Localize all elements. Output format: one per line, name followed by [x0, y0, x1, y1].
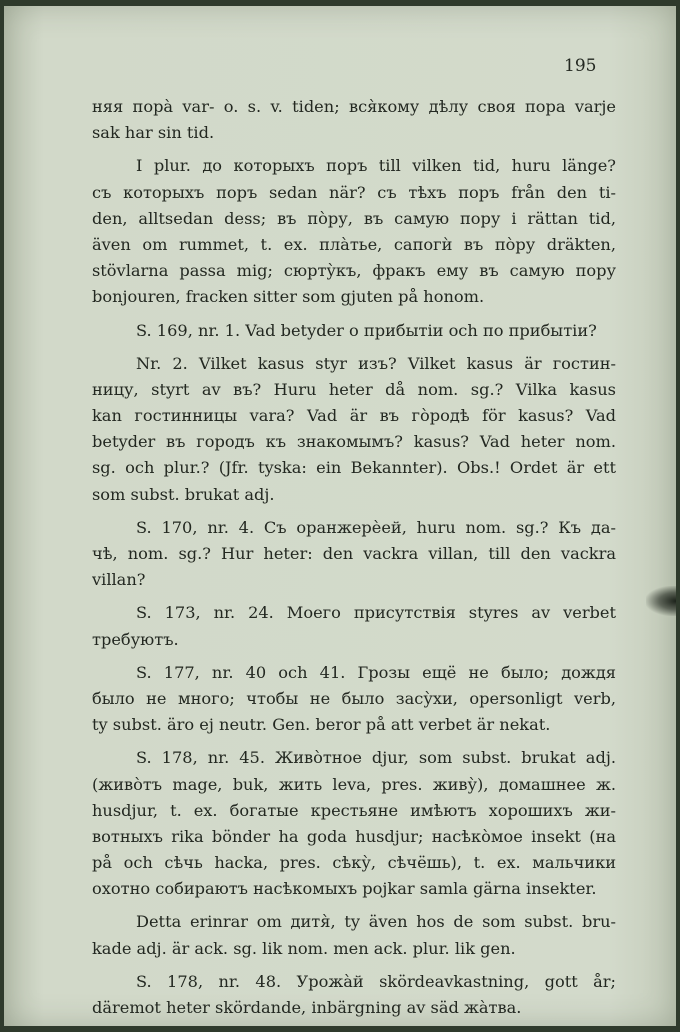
text-line: S. 178, nr. 48. Урожа̀й skördeavkastning, gott år; — [136, 971, 616, 991]
text-line: ty subst. äro ej neutr. Gen. beror på att verbet är nekat. — [92, 715, 551, 735]
text-line: på och сѣчь hacka, pres. сѣку̀, сѣчёшь), t. ex. мальчики — [92, 853, 616, 873]
paragraph — [92, 600, 616, 652]
page-number: 195 — [564, 56, 597, 76]
text-line: sak har sin tid. — [92, 123, 215, 143]
text-line: S. 173, nr. 24. Моего присутствія styres av verbet — [136, 603, 616, 623]
text-line: S. 169, nr. 1. Vad betyder о прибытіи och по прибытіи? — [136, 320, 597, 340]
body-text — [92, 94, 616, 1021]
text-line: husdjur, t. ex. богатые крестьяне имѣютъ хорошихъ жи- — [92, 800, 616, 820]
paragraph — [92, 94, 616, 146]
text-line: kade adj. är ack. sg. lik nom. men ack. plur. lik gen. — [92, 938, 516, 958]
text-line: было не много; чтобы не было засу̀хи, opersonligt verb, — [92, 688, 616, 708]
paragraph — [92, 745, 616, 902]
paragraph — [92, 969, 616, 1021]
paragraph — [92, 515, 616, 594]
text-line: требуютъ. — [92, 629, 179, 649]
text-line: Nr. 2. Vilket kasus styr изъ? Vilket kasus är гостин- — [136, 353, 616, 373]
text-line: kan гостинницы vara? Vad är въ го̀родѣ för kasus? Vad — [92, 406, 616, 426]
paragraph — [92, 660, 616, 739]
text-line: däremot heter skördande, inbärgning av säd жа̀тва. — [92, 998, 522, 1017]
text-line: S. 170, nr. 4. Съ оранжерѐей, huru nom. sg.? Къ да- — [136, 517, 616, 537]
text-line: (живо̀тъ mage, buk, жить leva, pres. живу̀), домашнее ж. — [92, 774, 616, 794]
text-line: betyder въ городъ къ знакомымъ? kasus? Vad heter nom. — [92, 432, 616, 452]
book-page — [4, 6, 676, 1026]
text-line: охотно собираютъ насѣкомыхъ pojkar samla gärna insekter. — [92, 879, 597, 899]
text-line: som subst. brukat adj. — [92, 484, 275, 504]
text-line: stövlarna passa mig; сюрту̀къ, фракъ ему въ самую пору — [92, 261, 616, 281]
text-line: villan? — [92, 570, 146, 590]
paragraph — [92, 318, 616, 344]
text-line: den, alltsedan dess; въ по̀ру, въ самую пору i rättan tid, — [92, 208, 616, 228]
text-line: чѣ, nom. sg.? Hur heter: den vackra villan, till den vackra — [92, 544, 616, 563]
text-line: вотныхъ rika bönder ha goda husdjur; насѣко̀мое insekt (на — [92, 826, 616, 846]
text-line: S. 177, nr. 40 och 41. Грозы ещё не было; дождя — [136, 662, 616, 682]
text-line: съ которыхъ поръ sedan när? съ тѣхъ поръ från den ti- — [92, 182, 616, 202]
text-line: bonjouren, fracken sitter som gjuten på honom. — [92, 287, 485, 307]
text-line: Detta erinrar om дитя̀, ty även hos de som subst. bru- — [136, 912, 616, 932]
paragraph — [92, 153, 616, 310]
text-line: няя пора̀ var- o. s. v. tiden; вся̀кому дѣлу своя пора varje — [92, 97, 616, 116]
text-line: ницу, styrt av въ? Huru heter då nom. sg.? Vilka kasus — [92, 379, 616, 399]
paragraph — [92, 909, 616, 961]
text-line: S. 178, nr. 45. Живо̀тное djur, som subst. brukat adj. — [136, 748, 616, 768]
page-edge-shadow — [646, 586, 676, 616]
paragraph — [92, 351, 616, 508]
text-line: sg. och plur.? (Jfr. tyska: ein Bekannter). Obs.! Ordet är ett — [92, 458, 616, 478]
text-line: även om rummet, t. ex. пла̀тье, сапогѝ въ по̀ру dräkten, — [92, 234, 616, 254]
text-line: I plur. до которыхъ поръ till vilken tid, huru länge? — [136, 156, 616, 176]
